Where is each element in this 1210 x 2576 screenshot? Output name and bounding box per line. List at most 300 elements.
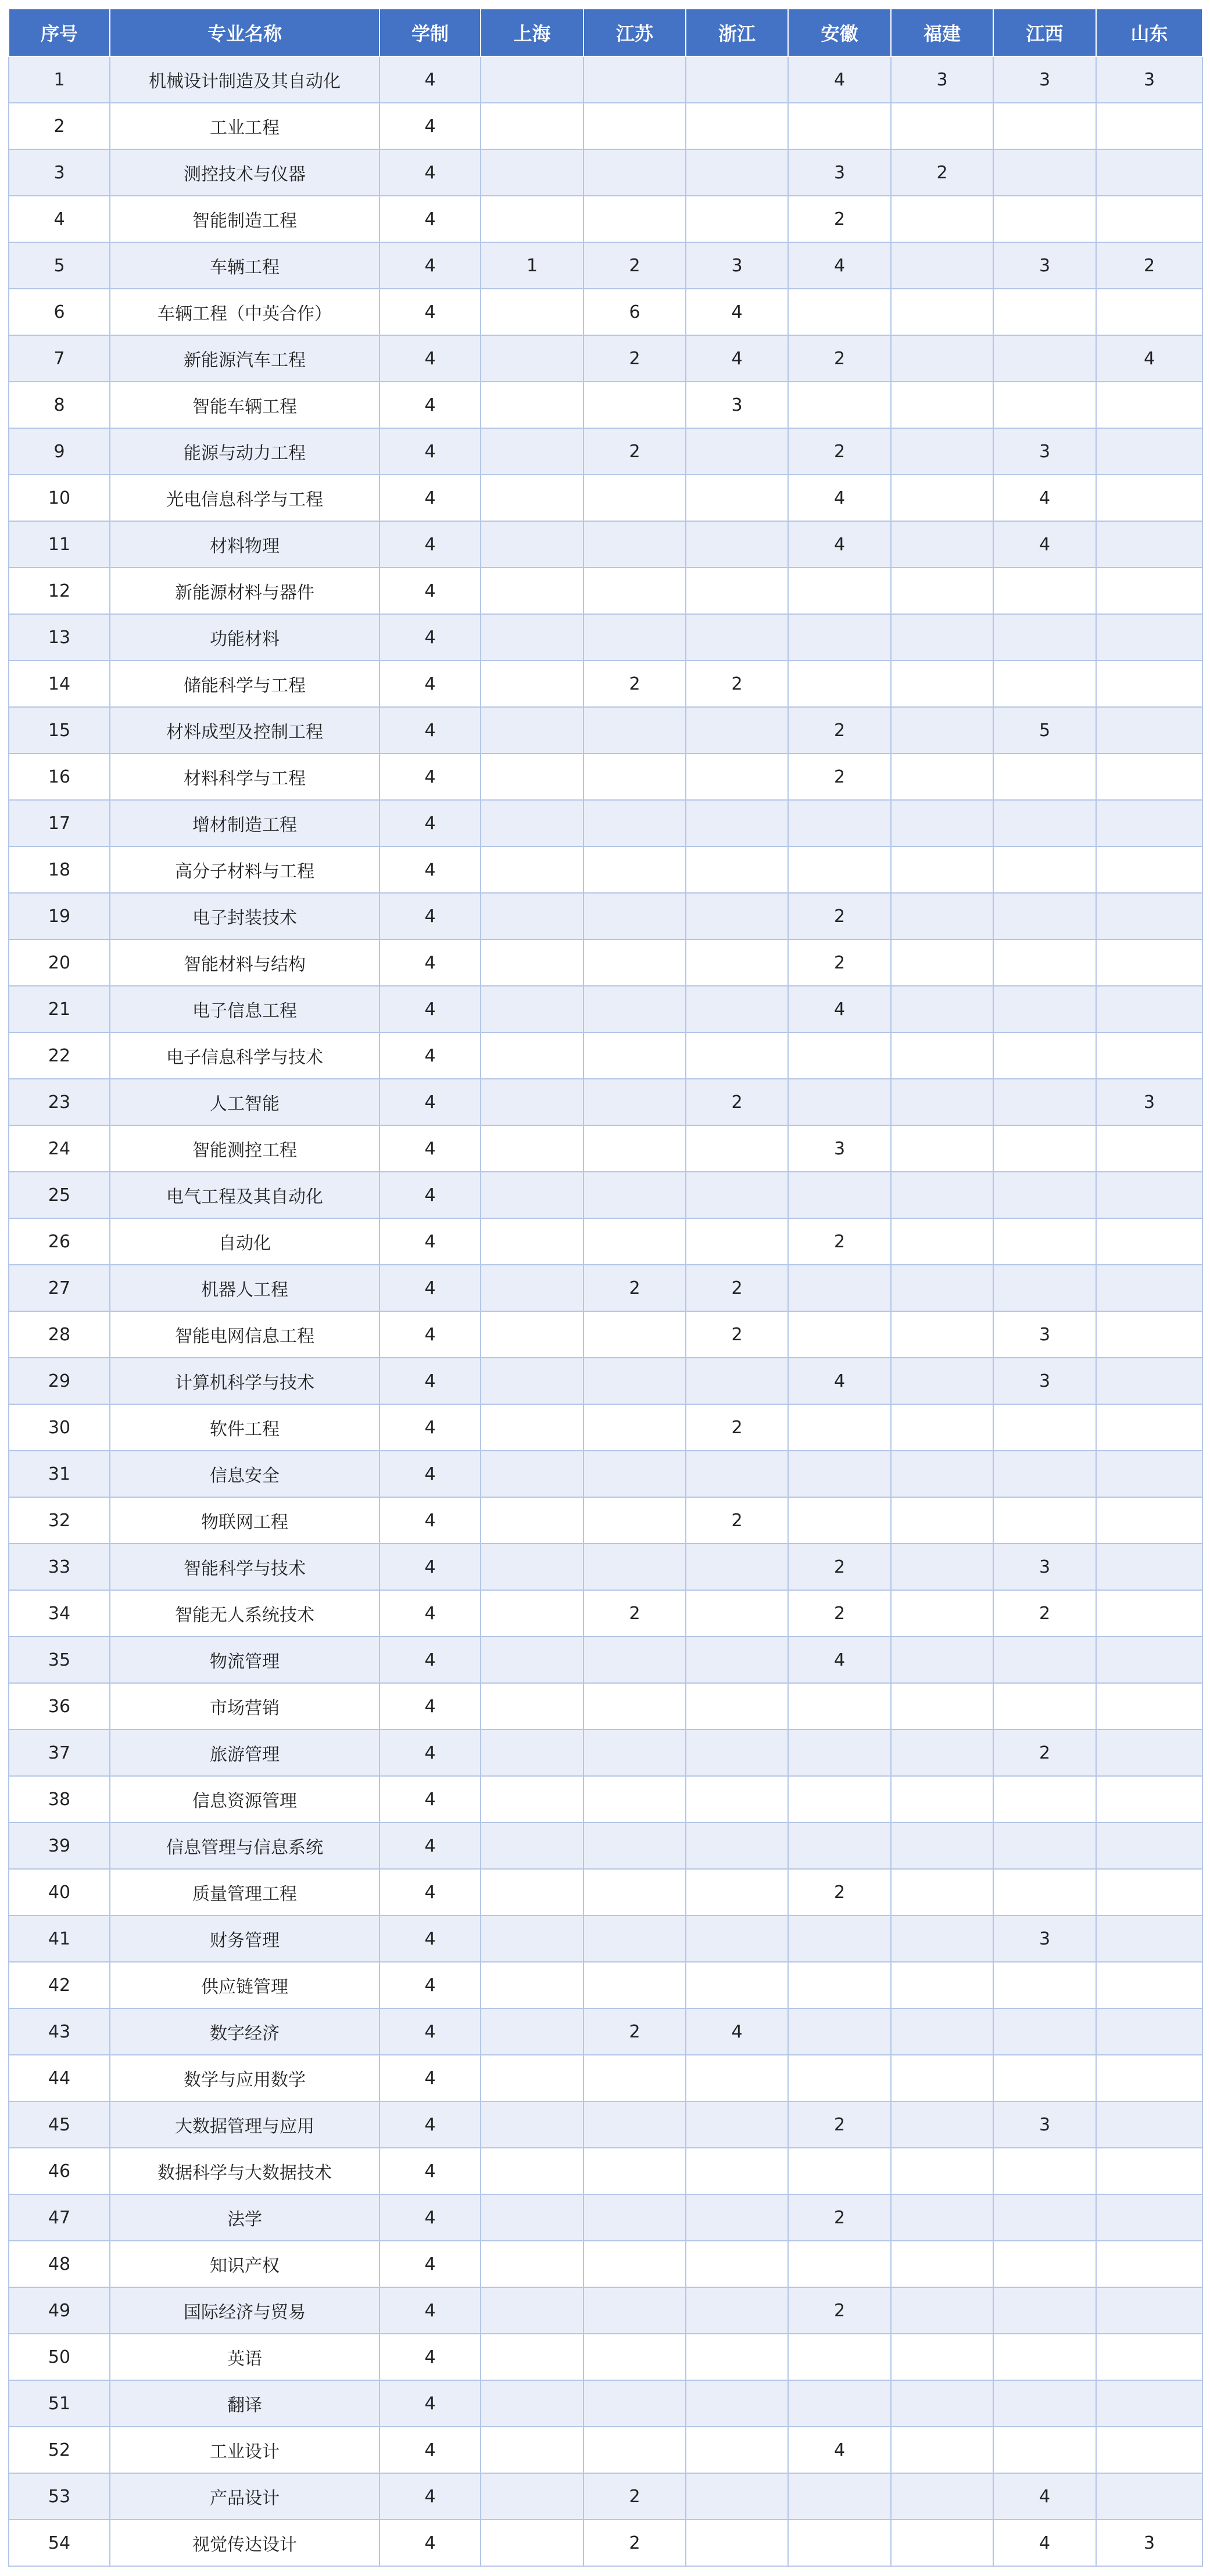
cell-major: 新能源汽车工程 (110, 335, 380, 382)
cell-anhui (788, 1172, 891, 1218)
cell-zhejiang: 3 (686, 242, 788, 289)
cell-fujian (891, 1172, 993, 1218)
cell-fujian (891, 1544, 993, 1590)
cell-fujian (891, 2101, 993, 2148)
cell-jiangxi (993, 1683, 1096, 1730)
table-row (9, 196, 1202, 242)
cell-anhui (788, 1962, 891, 2008)
cell-shanghai (481, 1590, 583, 1637)
cell-zhejiang (686, 1451, 788, 1497)
cell-major: 智能材料与结构 (110, 939, 380, 986)
cell-major: 机器人工程 (110, 1265, 380, 1311)
cell-major: 物流管理 (110, 1637, 380, 1683)
cell-fujian (891, 1590, 993, 1637)
table-row (9, 1079, 1202, 1125)
cell-major: 智能科学与技术 (110, 1544, 380, 1590)
cell-duration: 4 (380, 1590, 481, 1637)
table-row (9, 754, 1202, 800)
cell-duration: 4 (380, 1265, 481, 1311)
cell-zhejiang (686, 1683, 788, 1730)
cell-shandong (1096, 1265, 1202, 1311)
cell-shanghai (481, 335, 583, 382)
table-row (9, 1265, 1202, 1311)
cell-shanghai (481, 196, 583, 242)
cell-anhui (788, 614, 891, 661)
cell-index: 26 (9, 1218, 110, 1265)
cell-shandong (1096, 475, 1202, 521)
cell-jiangsu: 2 (583, 335, 686, 382)
table-row (9, 382, 1202, 428)
cell-jiangxi (993, 289, 1096, 335)
cell-major: 国际经济与贸易 (110, 2287, 380, 2334)
cell-jiangsu (583, 1311, 686, 1358)
cell-jiangxi (993, 1451, 1096, 1497)
cell-shandong (1096, 2194, 1202, 2241)
cell-jiangsu (583, 1776, 686, 1822)
cell-shanghai (481, 149, 583, 196)
cell-zhejiang (686, 1776, 788, 1822)
cell-anhui: 2 (788, 1590, 891, 1637)
cell-shanghai (481, 1218, 583, 1265)
table-row (9, 661, 1202, 707)
cell-jiangsu (583, 1032, 686, 1079)
cell-major: 高分子材料与工程 (110, 846, 380, 893)
cell-fujian (891, 1962, 993, 2008)
cell-shanghai (481, 939, 583, 986)
cell-jiangxi (993, 1172, 1096, 1218)
cell-shanghai (481, 2241, 583, 2287)
cell-shandong: 3 (1096, 1079, 1202, 1125)
cell-shanghai: 1 (481, 242, 583, 289)
cell-major: 工业设计 (110, 2427, 380, 2473)
cell-duration: 4 (380, 893, 481, 939)
cell-major: 材料物理 (110, 521, 380, 568)
cell-index: 46 (9, 2148, 110, 2194)
cell-fujian (891, 2008, 993, 2055)
cell-shandong (1096, 1451, 1202, 1497)
cell-duration: 4 (380, 382, 481, 428)
cell-shanghai (481, 1404, 583, 1451)
cell-index: 24 (9, 1125, 110, 1172)
cell-fujian (891, 2427, 993, 2473)
cell-index: 41 (9, 1915, 110, 1962)
table-row (9, 1172, 1202, 1218)
cell-shanghai (481, 1544, 583, 1590)
cell-jiangxi (993, 1265, 1096, 1311)
cell-jiangxi (993, 1637, 1096, 1683)
cell-anhui (788, 289, 891, 335)
cell-jiangsu (583, 196, 686, 242)
cell-jiangxi: 3 (993, 1544, 1096, 1590)
cell-fujian (891, 428, 993, 475)
cell-jiangsu (583, 2334, 686, 2380)
cell-zhejiang (686, 2287, 788, 2334)
cell-fujian (891, 1637, 993, 1683)
cell-shandong: 3 (1096, 56, 1202, 103)
cell-shandong (1096, 661, 1202, 707)
cell-anhui (788, 800, 891, 846)
cell-major: 储能科学与工程 (110, 661, 380, 707)
cell-jiangsu: 2 (583, 2473, 686, 2520)
cell-zhejiang: 2 (686, 1265, 788, 1311)
table-row (9, 2008, 1202, 2055)
cell-zhejiang (686, 1172, 788, 1218)
cell-anhui: 4 (788, 1358, 891, 1404)
cell-shanghai (481, 800, 583, 846)
cell-shandong (1096, 2334, 1202, 2380)
cell-major: 智能测控工程 (110, 1125, 380, 1172)
cell-jiangxi (993, 1822, 1096, 1869)
cell-jiangsu (583, 2101, 686, 2148)
table-row (9, 2427, 1202, 2473)
cell-duration: 4 (380, 2008, 481, 2055)
cell-fujian (891, 1730, 993, 1776)
cell-duration: 4 (380, 1032, 481, 1079)
cell-index: 6 (9, 289, 110, 335)
cell-anhui (788, 2380, 891, 2427)
cell-duration: 4 (380, 2427, 481, 2473)
table-container (8, 8, 1202, 2567)
cell-duration: 4 (380, 1822, 481, 1869)
table-body (9, 56, 1202, 2566)
cell-jiangxi (993, 382, 1096, 428)
cell-index: 3 (9, 149, 110, 196)
cell-zhejiang (686, 2473, 788, 2520)
header-shanghai: 上海 (481, 9, 583, 56)
cell-duration: 4 (380, 1915, 481, 1962)
cell-shanghai (481, 1451, 583, 1497)
table-row (9, 1125, 1202, 1172)
cell-jiangsu (583, 521, 686, 568)
cell-anhui (788, 1497, 891, 1544)
cell-jiangxi (993, 2287, 1096, 2334)
cell-duration: 4 (380, 614, 481, 661)
cell-jiangxi (993, 986, 1096, 1032)
cell-duration: 4 (380, 1869, 481, 1915)
cell-major: 数字经济 (110, 2008, 380, 2055)
cell-jiangxi: 3 (993, 1311, 1096, 1358)
cell-anhui: 2 (788, 335, 891, 382)
cell-jiangxi (993, 846, 1096, 893)
cell-index: 34 (9, 1590, 110, 1637)
table-row (9, 1404, 1202, 1451)
cell-anhui: 2 (788, 1544, 891, 1590)
cell-major: 软件工程 (110, 1404, 380, 1451)
cell-jiangsu (583, 2194, 686, 2241)
cell-jiangsu (583, 2380, 686, 2427)
cell-anhui (788, 1265, 891, 1311)
cell-shandong (1096, 2148, 1202, 2194)
cell-shandong (1096, 2473, 1202, 2520)
cell-zhejiang (686, 1730, 788, 1776)
header-fujian: 福建 (891, 9, 993, 56)
cell-zhejiang (686, 428, 788, 475)
cell-jiangxi (993, 335, 1096, 382)
cell-anhui (788, 1311, 891, 1358)
cell-index: 9 (9, 428, 110, 475)
cell-fujian: 2 (891, 149, 993, 196)
cell-duration: 4 (380, 2055, 481, 2101)
cell-zhejiang (686, 1544, 788, 1590)
cell-jiangxi: 3 (993, 2101, 1096, 2148)
cell-jiangsu: 2 (583, 428, 686, 475)
cell-anhui (788, 661, 891, 707)
table-row (9, 1962, 1202, 2008)
table-row (9, 2194, 1202, 2241)
table-row (9, 939, 1202, 986)
cell-fujian (891, 289, 993, 335)
cell-shanghai (481, 2473, 583, 2520)
cell-anhui: 4 (788, 475, 891, 521)
cell-shandong (1096, 1590, 1202, 1637)
cell-duration: 4 (380, 1776, 481, 1822)
cell-shanghai (481, 521, 583, 568)
cell-jiangsu (583, 475, 686, 521)
cell-anhui: 4 (788, 242, 891, 289)
cell-jiangxi: 4 (993, 521, 1096, 568)
cell-shandong (1096, 1962, 1202, 2008)
cell-jiangsu (583, 568, 686, 614)
cell-jiangsu (583, 2241, 686, 2287)
cell-zhejiang (686, 149, 788, 196)
cell-jiangxi: 3 (993, 1358, 1096, 1404)
cell-fujian (891, 1079, 993, 1125)
cell-duration: 4 (380, 1497, 481, 1544)
cell-fujian (891, 1125, 993, 1172)
cell-major: 车辆工程（中英合作） (110, 289, 380, 335)
cell-shanghai (481, 1497, 583, 1544)
cell-jiangxi (993, 2334, 1096, 2380)
cell-anhui (788, 2334, 891, 2380)
cell-duration: 4 (380, 2473, 481, 2520)
cell-fujian (891, 1218, 993, 1265)
cell-jiangsu (583, 846, 686, 893)
cell-duration: 4 (380, 2334, 481, 2380)
table-row (9, 1776, 1202, 1822)
cell-anhui (788, 1451, 891, 1497)
cell-fujian (891, 2194, 993, 2241)
cell-shandong (1096, 614, 1202, 661)
cell-index: 53 (9, 2473, 110, 2520)
cell-shanghai (481, 2334, 583, 2380)
cell-anhui: 3 (788, 1125, 891, 1172)
cell-shanghai (481, 2055, 583, 2101)
table-row (9, 335, 1202, 382)
cell-jiangsu (583, 754, 686, 800)
cell-anhui (788, 103, 891, 149)
cell-index: 4 (9, 196, 110, 242)
cell-major: 功能材料 (110, 614, 380, 661)
cell-jiangxi (993, 1776, 1096, 1822)
cell-major: 智能电网信息工程 (110, 1311, 380, 1358)
cell-duration: 4 (380, 800, 481, 846)
cell-shanghai (481, 382, 583, 428)
cell-anhui (788, 1730, 891, 1776)
cell-jiangxi: 3 (993, 56, 1096, 103)
table-row (9, 1218, 1202, 1265)
cell-zhejiang (686, 2520, 788, 2566)
cell-major: 电子封装技术 (110, 893, 380, 939)
cell-fujian (891, 2055, 993, 2101)
cell-shanghai (481, 754, 583, 800)
cell-index: 15 (9, 707, 110, 754)
cell-shandong (1096, 2101, 1202, 2148)
cell-jiangxi: 2 (993, 1590, 1096, 1637)
table-row (9, 1822, 1202, 1869)
table-row (9, 428, 1202, 475)
cell-fujian (891, 1822, 993, 1869)
cell-major: 自动化 (110, 1218, 380, 1265)
cell-duration: 4 (380, 1451, 481, 1497)
table-row (9, 2520, 1202, 2566)
cell-index: 47 (9, 2194, 110, 2241)
cell-anhui (788, 1683, 891, 1730)
cell-jiangsu (583, 1125, 686, 1172)
cell-anhui: 4 (788, 1637, 891, 1683)
cell-jiangsu (583, 614, 686, 661)
cell-shandong (1096, 2055, 1202, 2101)
cell-zhejiang: 2 (686, 1497, 788, 1544)
cell-zhejiang: 3 (686, 382, 788, 428)
cell-jiangsu (583, 939, 686, 986)
cell-duration: 4 (380, 149, 481, 196)
cell-shandong (1096, 846, 1202, 893)
cell-fujian (891, 568, 993, 614)
cell-zhejiang (686, 196, 788, 242)
cell-jiangxi (993, 1404, 1096, 1451)
header-index: 序号 (9, 9, 110, 56)
header-duration: 学制 (380, 9, 481, 56)
cell-duration: 4 (380, 939, 481, 986)
cell-shanghai (481, 428, 583, 475)
cell-anhui (788, 1079, 891, 1125)
cell-major: 车辆工程 (110, 242, 380, 289)
cell-anhui (788, 2055, 891, 2101)
cell-jiangxi (993, 939, 1096, 986)
cell-anhui: 2 (788, 428, 891, 475)
cell-shandong (1096, 707, 1202, 754)
table-row (9, 1637, 1202, 1683)
cell-shandong (1096, 1125, 1202, 1172)
cell-index: 17 (9, 800, 110, 846)
table-row (9, 1730, 1202, 1776)
cell-fujian (891, 242, 993, 289)
cell-jiangxi (993, 2055, 1096, 2101)
table-row (9, 986, 1202, 1032)
cell-shanghai (481, 1776, 583, 1822)
cell-anhui (788, 1776, 891, 1822)
cell-index: 18 (9, 846, 110, 893)
cell-fujian (891, 1404, 993, 1451)
cell-shanghai (481, 1125, 583, 1172)
cell-jiangxi: 4 (993, 2520, 1096, 2566)
cell-zhejiang: 4 (686, 335, 788, 382)
cell-jiangsu (583, 1451, 686, 1497)
cell-index: 13 (9, 614, 110, 661)
cell-index: 50 (9, 2334, 110, 2380)
cell-jiangsu: 2 (583, 2008, 686, 2055)
header-zhejiang: 浙江 (686, 9, 788, 56)
cell-index: 31 (9, 1451, 110, 1497)
cell-major: 信息安全 (110, 1451, 380, 1497)
cell-anhui: 4 (788, 521, 891, 568)
cell-jiangxi (993, 1962, 1096, 2008)
header-jiangsu: 江苏 (583, 9, 686, 56)
cell-zhejiang: 4 (686, 289, 788, 335)
cell-jiangxi (993, 1079, 1096, 1125)
cell-jiangxi (993, 1032, 1096, 1079)
table-row (9, 846, 1202, 893)
cell-shanghai (481, 1915, 583, 1962)
cell-duration: 4 (380, 2520, 481, 2566)
cell-jiangxi (993, 2148, 1096, 2194)
cell-zhejiang (686, 521, 788, 568)
cell-shanghai (481, 568, 583, 614)
cell-zhejiang (686, 2055, 788, 2101)
cell-index: 35 (9, 1637, 110, 1683)
cell-major: 计算机科学与技术 (110, 1358, 380, 1404)
cell-duration: 4 (380, 1358, 481, 1404)
cell-index: 48 (9, 2241, 110, 2287)
cell-major: 智能制造工程 (110, 196, 380, 242)
cell-shanghai (481, 2520, 583, 2566)
cell-shandong (1096, 521, 1202, 568)
cell-shandong (1096, 1404, 1202, 1451)
cell-zhejiang (686, 2148, 788, 2194)
cell-jiangxi: 3 (993, 242, 1096, 289)
cell-shandong (1096, 754, 1202, 800)
cell-major: 能源与动力工程 (110, 428, 380, 475)
cell-jiangxi (993, 103, 1096, 149)
cell-anhui (788, 846, 891, 893)
cell-jiangsu: 2 (583, 2520, 686, 2566)
cell-duration: 4 (380, 2241, 481, 2287)
cell-shanghai (481, 1822, 583, 1869)
cell-shanghai (481, 1032, 583, 1079)
cell-jiangsu (583, 1544, 686, 1590)
cell-fujian (891, 1032, 993, 1079)
cell-index: 8 (9, 382, 110, 428)
cell-jiangxi: 4 (993, 2473, 1096, 2520)
cell-index: 29 (9, 1358, 110, 1404)
cell-duration: 4 (380, 56, 481, 103)
cell-index: 25 (9, 1172, 110, 1218)
cell-major: 财务管理 (110, 1915, 380, 1962)
cell-jiangsu (583, 1079, 686, 1125)
cell-duration: 4 (380, 1079, 481, 1125)
cell-fujian (891, 1358, 993, 1404)
cell-major: 物联网工程 (110, 1497, 380, 1544)
cell-index: 28 (9, 1311, 110, 1358)
cell-shandong (1096, 800, 1202, 846)
cell-zhejiang: 2 (686, 1079, 788, 1125)
cell-major: 信息管理与信息系统 (110, 1822, 380, 1869)
cell-shanghai (481, 846, 583, 893)
cell-index: 27 (9, 1265, 110, 1311)
cell-jiangxi (993, 754, 1096, 800)
cell-fujian (891, 1451, 993, 1497)
cell-fujian (891, 2473, 993, 2520)
cell-shanghai (481, 2380, 583, 2427)
cell-anhui (788, 2473, 891, 2520)
cell-jiangxi: 2 (993, 1730, 1096, 1776)
cell-major: 知识产权 (110, 2241, 380, 2287)
cell-duration: 4 (380, 754, 481, 800)
cell-anhui (788, 2241, 891, 2287)
cell-anhui: 2 (788, 1869, 891, 1915)
cell-index: 2 (9, 103, 110, 149)
cell-fujian (891, 475, 993, 521)
